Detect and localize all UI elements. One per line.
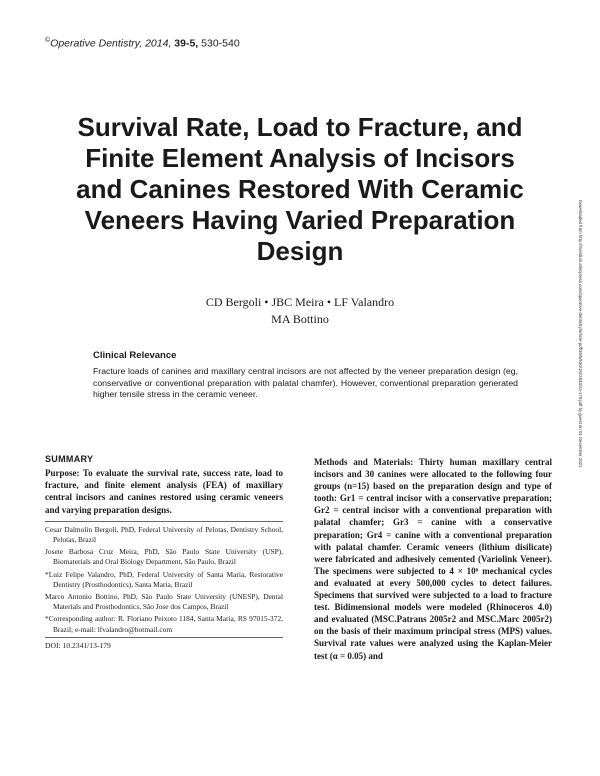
download-watermark: Downloaded from http://meridian.allenpress.com/operative-dentistry/article-pdf/39/5/530/1822833/13-179.pdf by guest on 01 December 2021 [578,200,583,468]
affiliation-divider [45,521,283,522]
journal-pages: 530-540 [201,37,240,50]
copyright-mark: © [45,37,51,44]
methods-text: Methods and Materials: Thirty human maxillary central incisors and 30 canines were allocated to the following four groups (n=15) based on the preparation design and type of tooth: Gr1 = central incisor with a conservative preparation; Gr2 = central incisor with a conventional preparation with palatal chamfer; Gr3 = canine with a conservative preparation; Gr4 = canine with a conventional preparation with palatal chamfer. Ceramic veneers (lithium disilicate) were fabricated and adhesively cemented (Variolink Veneer). The specimens were subjected to 4 × 10⁶ mechanical cycles and evaluated at every 500,000 cycles to detect failures. Specimens that survived were subjected to a load to fracture test. Bidimensional models were modeled (Rhinoceros 4.0) and evaluated (MSC.Patrans 2005r2 and MSC.Marc 2005r2) on the basis of their maximum principal stress (MPS) values. Survival rate values were analyzed using the Kaplan-Meier test (α = 0.05) and [314,457,552,661]
title-line: Design [256,236,344,266]
title-line: Veneers Having Varied Preparation [84,205,516,235]
doi-divider [45,637,283,638]
author-list [0,294,600,328]
title-line: and Canines Restored With Ceramic [76,174,524,204]
summary-purpose: Purpose: To evaluate the survival rate, success rate, load to fracture, and finite element analysis (FEA) of maxillary central incisors and canines restored using ceramic veneers and varying preparation designs. [45,468,283,515]
clinical-relevance-text: Fracture loads of canines and maxillary central incisors are not affected by the veneer preparation design (eg, conservative or conventional preparation with palatal chamfer). However, conventional preparation generated higher tensile stress in the ceramic veneer. [93,366,518,400]
affiliation: Josete Barbosa Cruz Meira, PhD, São Paulo State University (USP), Biomaterials and Oral Biology Department, São Paulo, Brazil [45,547,283,567]
authors-line-1: CD Bergoli • JBC Meira • LF Valandro [205,295,395,309]
journal-volume: 39-5, [174,37,199,50]
summary-heading: SUMMARY [45,454,94,464]
journal-citation [45,37,240,50]
left-column [45,467,283,650]
title-line: Survival Rate, Load to Fracture, and [77,112,523,142]
journal-name: Operative Dentistry, 2014, [50,37,172,50]
doi: DOI: 10.2341/13-179 [45,640,111,650]
affiliation: Cesar Dalmolin Bergoli, PhD, Federal University of Pelotas, Dentistry School, Pelotas, Brazil [45,524,283,545]
affiliation: *Luiz Felipe Valandro, PhD, Federal University of Santa Maria, Restorative Dentistry (Prosthodontics), Santa Maria, Brazil [45,569,283,589]
clinical-relevance-heading: Clinical Relevance [93,350,177,361]
authors-line-2: MA Bottino [271,312,329,326]
corresponding-author: *Corresponding author: R. Floriano Peixoto 1184, Santa Maria, RS 97015-372, Brazil; e-mail: lfvalandro@hotmail.com [45,614,283,634]
title-line: Finite Element Analysis of Incisors [85,143,515,173]
affiliation: Marco Antonio Bottino, PhD, São Paulo State University (UNESP), Dental Materials and Prosthodontics, São Jose dos Campos, Brazil [45,592,283,612]
article-title [20,112,580,267]
